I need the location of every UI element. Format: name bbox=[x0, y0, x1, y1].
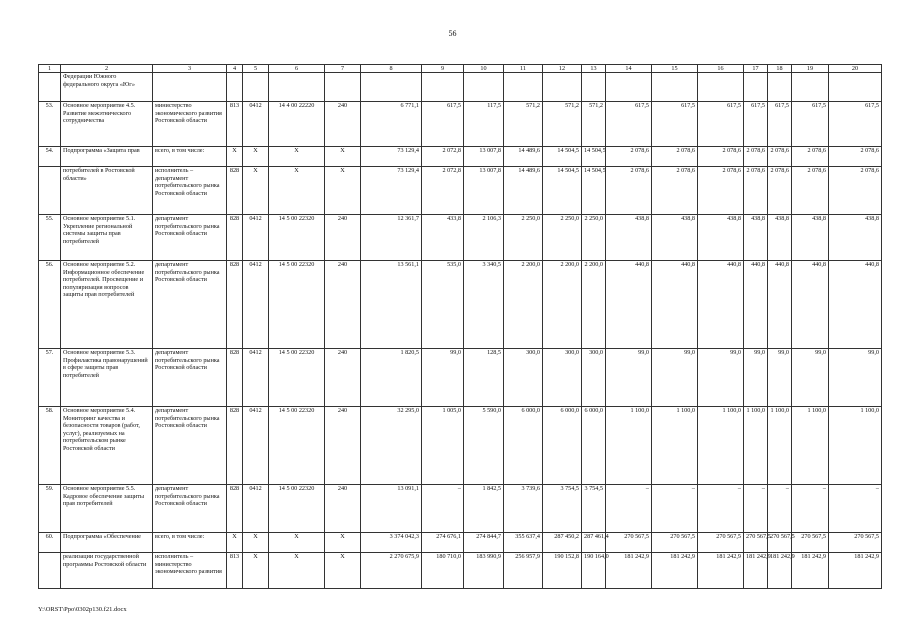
amount-cell: 6 771,1 bbox=[361, 102, 422, 147]
amount-cell: 2 078,6 bbox=[606, 167, 652, 215]
target-article-cell: X bbox=[269, 533, 325, 553]
section-code-cell: 0412 bbox=[243, 215, 269, 261]
amount-cell: 14 504,5 bbox=[582, 147, 606, 167]
column-header-5: 5 bbox=[243, 65, 269, 73]
section-code-cell: 0412 bbox=[243, 485, 269, 533]
amount-cell: 440,8 bbox=[829, 261, 882, 349]
amount-cell: 14 489,6 bbox=[504, 167, 543, 215]
amount-cell: 2 200,0 bbox=[582, 261, 606, 349]
amount-cell: 2 078,6 bbox=[744, 147, 768, 167]
amount-cell: 1 005,0 bbox=[422, 407, 464, 485]
amount-cell: 13 007,8 bbox=[464, 147, 504, 167]
table-row bbox=[39, 73, 882, 102]
expense-type-cell bbox=[325, 73, 361, 102]
amount-cell: 99,0 bbox=[829, 349, 882, 407]
amount-cell: 14 504,5 bbox=[582, 167, 606, 215]
amount-cell: 617,5 bbox=[792, 102, 829, 147]
amount-cell: 440,8 bbox=[652, 261, 698, 349]
amount-cell: 2 078,6 bbox=[829, 167, 882, 215]
executor-cell: департамент потребительского рынка Ростовской области bbox=[153, 215, 227, 261]
amount-cell: – bbox=[744, 485, 768, 533]
amount-cell: 571,2 bbox=[504, 102, 543, 147]
target-article-cell: 14 5 00 22320 bbox=[269, 407, 325, 485]
amount-cell: 99,0 bbox=[422, 349, 464, 407]
section-code-cell: X bbox=[243, 147, 269, 167]
amount-cell: 274 676,1 bbox=[422, 533, 464, 553]
amount-cell: 274 844,7 bbox=[464, 533, 504, 553]
executor-cell: департамент потребительского рынка Ростовской области bbox=[153, 349, 227, 407]
amount-cell: – bbox=[829, 485, 882, 533]
executor-cell: исполнитель – департамент потребительского рынка Ростовской области bbox=[153, 167, 227, 215]
table-row bbox=[39, 533, 882, 553]
row-number-cell: 55. bbox=[39, 215, 61, 261]
amount-cell: 287 450,2 bbox=[543, 533, 582, 553]
expense-type-cell: X bbox=[325, 147, 361, 167]
amount-cell: 440,8 bbox=[606, 261, 652, 349]
amount-cell: 2 078,6 bbox=[829, 147, 882, 167]
column-header-1: 1 bbox=[39, 65, 61, 73]
amount-cell: 5 590,0 bbox=[464, 407, 504, 485]
amount-cell: 2 078,6 bbox=[792, 147, 829, 167]
measure-name-cell: Основное мероприятие 5.1. Укрепление региональной системы защиты прав потребителей bbox=[61, 215, 153, 261]
row-number-cell bbox=[39, 167, 61, 215]
amount-cell: 2 078,6 bbox=[744, 167, 768, 215]
amount-cell: 433,8 bbox=[422, 215, 464, 261]
amount-cell: 2 200,0 bbox=[504, 261, 543, 349]
amount-cell: 2 078,6 bbox=[792, 167, 829, 215]
table-row bbox=[39, 167, 882, 215]
row-number-cell: 60. bbox=[39, 533, 61, 553]
row-number-cell: 54. bbox=[39, 147, 61, 167]
column-header-7: 7 bbox=[325, 65, 361, 73]
amount-cell: 190 164,0 bbox=[582, 553, 606, 589]
amount-cell: 256 957,9 bbox=[504, 553, 543, 589]
column-header-8: 8 bbox=[361, 65, 422, 73]
amount-cell: 181 242,9 bbox=[792, 553, 829, 589]
amount-cell bbox=[606, 73, 652, 102]
amount-cell: 2 072,8 bbox=[422, 147, 464, 167]
amount-cell: – bbox=[792, 485, 829, 533]
budget-table bbox=[38, 64, 882, 589]
amount-cell: 270 567,5 bbox=[744, 533, 768, 553]
amount-cell: 2 078,6 bbox=[698, 167, 744, 215]
amount-cell: 181 242,9 bbox=[829, 553, 882, 589]
amount-cell: – bbox=[698, 485, 744, 533]
amount-cell bbox=[543, 73, 582, 102]
table-row bbox=[39, 147, 882, 167]
amount-cell: – bbox=[422, 485, 464, 533]
amount-cell: 270 567,5 bbox=[829, 533, 882, 553]
amount-cell: 270 567,5 bbox=[698, 533, 744, 553]
amount-cell: 270 567,5 bbox=[652, 533, 698, 553]
amount-cell: 180 710,0 bbox=[422, 553, 464, 589]
target-article-cell: X bbox=[269, 147, 325, 167]
amount-cell: 2 106,3 bbox=[464, 215, 504, 261]
amount-cell bbox=[464, 73, 504, 102]
amount-cell: 3 739,6 bbox=[504, 485, 543, 533]
amount-cell: 183 990,9 bbox=[464, 553, 504, 589]
executor-cell: всего, в том числе: bbox=[153, 147, 227, 167]
amount-cell bbox=[422, 73, 464, 102]
amount-cell: 3 754,5 bbox=[543, 485, 582, 533]
amount-cell bbox=[361, 73, 422, 102]
target-article-cell: 14 5 00 22320 bbox=[269, 349, 325, 407]
amount-cell: 300,0 bbox=[582, 349, 606, 407]
grbs-code-cell: 828 bbox=[227, 485, 243, 533]
target-article-cell: 14 5 00 22320 bbox=[269, 485, 325, 533]
expense-type-cell: X bbox=[325, 167, 361, 215]
row-number-cell: 56. bbox=[39, 261, 61, 349]
amount-cell: 2 250,0 bbox=[543, 215, 582, 261]
column-header-3: 3 bbox=[153, 65, 227, 73]
amount-cell: 438,8 bbox=[606, 215, 652, 261]
amount-cell: 270 567,5 bbox=[792, 533, 829, 553]
column-header-13: 13 bbox=[582, 65, 606, 73]
amount-cell: 440,8 bbox=[768, 261, 792, 349]
measure-name-cell: Основное мероприятие 4.5. Развитие межэтнического сотрудничества bbox=[61, 102, 153, 147]
row-number-cell bbox=[39, 553, 61, 589]
amount-cell: 12 361,7 bbox=[361, 215, 422, 261]
amount-cell: 617,5 bbox=[744, 102, 768, 147]
amount-cell bbox=[652, 73, 698, 102]
measure-name-cell: Федерации Южного федерального округа «Юг» bbox=[61, 73, 153, 102]
amount-cell: 13 091,1 bbox=[361, 485, 422, 533]
amount-cell: 270 567,5 bbox=[768, 533, 792, 553]
section-code-cell: 0412 bbox=[243, 102, 269, 147]
amount-cell: 440,8 bbox=[744, 261, 768, 349]
amount-cell: 128,5 bbox=[464, 349, 504, 407]
amount-cell: – bbox=[768, 485, 792, 533]
column-header-4: 4 bbox=[227, 65, 243, 73]
amount-cell: 1 842,5 bbox=[464, 485, 504, 533]
table-header-row bbox=[39, 65, 882, 73]
expense-type-cell: 240 bbox=[325, 349, 361, 407]
section-code-cell: X bbox=[243, 533, 269, 553]
amount-cell: 6 000,0 bbox=[543, 407, 582, 485]
target-article-cell: X bbox=[269, 553, 325, 589]
expense-type-cell: X bbox=[325, 533, 361, 553]
amount-cell: 438,8 bbox=[829, 215, 882, 261]
amount-cell: 1 100,0 bbox=[768, 407, 792, 485]
file-path-footer: Y:\ORST\Ppo\0302p130.f21.docx bbox=[38, 606, 127, 613]
column-header-9: 9 bbox=[422, 65, 464, 73]
grbs-code-cell: 828 bbox=[227, 167, 243, 215]
expense-type-cell: 240 bbox=[325, 261, 361, 349]
grbs-code-cell: X bbox=[227, 533, 243, 553]
table-row bbox=[39, 407, 882, 485]
executor-cell: департамент потребительского рынка Ростовской области bbox=[153, 407, 227, 485]
executor-cell: департамент потребительского рынка Ростовской области bbox=[153, 261, 227, 349]
amount-cell: 438,8 bbox=[698, 215, 744, 261]
amount-cell: 181 242,9 bbox=[744, 553, 768, 589]
amount-cell: 2 078,6 bbox=[698, 147, 744, 167]
grbs-code-cell: 828 bbox=[227, 407, 243, 485]
target-article-cell: X bbox=[269, 167, 325, 215]
executor-cell: исполнитель – министерство экономического развития bbox=[153, 553, 227, 589]
row-number-cell: 59. bbox=[39, 485, 61, 533]
expense-type-cell: 240 bbox=[325, 215, 361, 261]
amount-cell: 1 820,5 bbox=[361, 349, 422, 407]
amount-cell: 181 242,9 bbox=[652, 553, 698, 589]
amount-cell: 99,0 bbox=[652, 349, 698, 407]
amount-cell: – bbox=[606, 485, 652, 533]
column-header-16: 16 bbox=[698, 65, 744, 73]
amount-cell: 2 270 675,9 bbox=[361, 553, 422, 589]
amount-cell: 2 078,6 bbox=[768, 147, 792, 167]
grbs-code-cell: X bbox=[227, 147, 243, 167]
amount-cell: 270 567,5 bbox=[606, 533, 652, 553]
row-number-cell: 53. bbox=[39, 102, 61, 147]
expense-type-cell: 240 bbox=[325, 102, 361, 147]
target-article-cell: 14 5 00 22320 bbox=[269, 261, 325, 349]
amount-cell: 617,5 bbox=[829, 102, 882, 147]
amount-cell: 181 242,9 bbox=[698, 553, 744, 589]
column-header-11: 11 bbox=[504, 65, 543, 73]
amount-cell: 99,0 bbox=[744, 349, 768, 407]
section-code-cell: X bbox=[243, 167, 269, 215]
amount-cell: 3 374 042,3 bbox=[361, 533, 422, 553]
amount-cell bbox=[829, 73, 882, 102]
section-code-cell: X bbox=[243, 553, 269, 589]
amount-cell: 1 100,0 bbox=[744, 407, 768, 485]
table-row bbox=[39, 215, 882, 261]
measure-name-cell: реализации государственной программы Ростовской области bbox=[61, 553, 153, 589]
amount-cell: – bbox=[652, 485, 698, 533]
amount-cell: 13 561,1 bbox=[361, 261, 422, 349]
amount-cell: 6 000,0 bbox=[504, 407, 543, 485]
amount-cell: 3 754,5 bbox=[582, 485, 606, 533]
amount-cell: 73 129,4 bbox=[361, 147, 422, 167]
amount-cell: 181 242,9 bbox=[768, 553, 792, 589]
amount-cell bbox=[582, 73, 606, 102]
section-code-cell: 0412 bbox=[243, 349, 269, 407]
target-article-cell: 14 5 00 22320 bbox=[269, 215, 325, 261]
column-header-12: 12 bbox=[543, 65, 582, 73]
amount-cell: 190 152,8 bbox=[543, 553, 582, 589]
amount-cell: 440,8 bbox=[698, 261, 744, 349]
column-header-6: 6 bbox=[269, 65, 325, 73]
amount-cell: 14 504,5 bbox=[543, 167, 582, 215]
column-header-10: 10 bbox=[464, 65, 504, 73]
section-code-cell bbox=[243, 73, 269, 102]
amount-cell: 1 100,0 bbox=[829, 407, 882, 485]
section-code-cell: 0412 bbox=[243, 261, 269, 349]
amount-cell: 73 129,4 bbox=[361, 167, 422, 215]
executor-cell: министерство экономического развития Ростовской области bbox=[153, 102, 227, 147]
amount-cell bbox=[744, 73, 768, 102]
section-code-cell: 0412 bbox=[243, 407, 269, 485]
amount-cell: 300,0 bbox=[543, 349, 582, 407]
amount-cell: 1 100,0 bbox=[792, 407, 829, 485]
amount-cell bbox=[698, 73, 744, 102]
amount-cell: 617,5 bbox=[698, 102, 744, 147]
amount-cell: 355 637,4 bbox=[504, 533, 543, 553]
amount-cell: 2 200,0 bbox=[543, 261, 582, 349]
grbs-code-cell: 813 bbox=[227, 553, 243, 589]
expense-type-cell: X bbox=[325, 553, 361, 589]
amount-cell: 617,5 bbox=[768, 102, 792, 147]
row-number-cell bbox=[39, 73, 61, 102]
amount-cell: 1 100,0 bbox=[606, 407, 652, 485]
target-article-cell: 14 4 00 22220 bbox=[269, 102, 325, 147]
amount-cell: 3 340,5 bbox=[464, 261, 504, 349]
grbs-code-cell: 828 bbox=[227, 215, 243, 261]
measure-name-cell: Основное мероприятие 5.5. Кадровое обеспечение защиты прав потребителей bbox=[61, 485, 153, 533]
amount-cell: 2 078,6 bbox=[606, 147, 652, 167]
measure-name-cell: Основное мероприятие 5.4. Мониторинг качества и безопасности товаров (работ, услуг), реализуемых на потребительском рынке Ростовской области bbox=[61, 407, 153, 485]
column-header-15: 15 bbox=[652, 65, 698, 73]
executor-cell: всего, в том числе: bbox=[153, 533, 227, 553]
amount-cell bbox=[768, 73, 792, 102]
amount-cell: 438,8 bbox=[792, 215, 829, 261]
table-row bbox=[39, 553, 882, 589]
amount-cell: 32 295,0 bbox=[361, 407, 422, 485]
amount-cell: 117,5 bbox=[464, 102, 504, 147]
amount-cell: 2 250,0 bbox=[582, 215, 606, 261]
amount-cell: 99,0 bbox=[792, 349, 829, 407]
amount-cell: 2 078,6 bbox=[768, 167, 792, 215]
measure-name-cell: Подпрограмма «Обеспечение bbox=[61, 533, 153, 553]
amount-cell: 438,8 bbox=[652, 215, 698, 261]
amount-cell bbox=[504, 73, 543, 102]
target-article-cell bbox=[269, 73, 325, 102]
executor-cell: департамент потребительского рынка Ростовской области bbox=[153, 485, 227, 533]
table-row bbox=[39, 485, 882, 533]
amount-cell: 300,0 bbox=[504, 349, 543, 407]
amount-cell: 1 100,0 bbox=[652, 407, 698, 485]
table-row bbox=[39, 349, 882, 407]
amount-cell: 14 489,6 bbox=[504, 147, 543, 167]
amount-cell: 6 000,0 bbox=[582, 407, 606, 485]
measure-name-cell: Основное мероприятие 5.3. Профилактика правонарушений в сфере защиты прав потребителей bbox=[61, 349, 153, 407]
measure-name-cell: Основное мероприятие 5.2. Информационное обеспечение потребителей. Просвещение и популяризация вопросов защиты прав потребителей bbox=[61, 261, 153, 349]
amount-cell: 13 007,8 bbox=[464, 167, 504, 215]
measure-name-cell: Подпрограмма «Защита прав bbox=[61, 147, 153, 167]
grbs-code-cell: 828 bbox=[227, 261, 243, 349]
measure-name-cell: потребителей в Ростовской области» bbox=[61, 167, 153, 215]
amount-cell: 2 250,0 bbox=[504, 215, 543, 261]
amount-cell: 181 242,9 bbox=[606, 553, 652, 589]
amount-cell: 99,0 bbox=[606, 349, 652, 407]
amount-cell: 2 078,6 bbox=[652, 167, 698, 215]
amount-cell: 535,0 bbox=[422, 261, 464, 349]
row-number-cell: 58. bbox=[39, 407, 61, 485]
amount-cell: 571,2 bbox=[582, 102, 606, 147]
grbs-code-cell: 813 bbox=[227, 102, 243, 147]
amount-cell: 571,2 bbox=[543, 102, 582, 147]
amount-cell: 2 078,6 bbox=[652, 147, 698, 167]
executor-cell bbox=[153, 73, 227, 102]
amount-cell: 617,5 bbox=[606, 102, 652, 147]
amount-cell: 617,5 bbox=[652, 102, 698, 147]
amount-cell: 287 461,4 bbox=[582, 533, 606, 553]
table-row bbox=[39, 261, 882, 349]
amount-cell: 438,8 bbox=[744, 215, 768, 261]
column-header-18: 18 bbox=[768, 65, 792, 73]
page-number: 56 bbox=[448, 29, 457, 38]
expense-type-cell: 240 bbox=[325, 407, 361, 485]
grbs-code-cell bbox=[227, 73, 243, 102]
column-header-17: 17 bbox=[744, 65, 768, 73]
amount-cell: 438,8 bbox=[768, 215, 792, 261]
amount-cell: 440,8 bbox=[792, 261, 829, 349]
grbs-code-cell: 828 bbox=[227, 349, 243, 407]
amount-cell: 99,0 bbox=[768, 349, 792, 407]
amount-cell: 2 072,8 bbox=[422, 167, 464, 215]
expense-type-cell: 240 bbox=[325, 485, 361, 533]
amount-cell: 617,5 bbox=[422, 102, 464, 147]
column-header-20: 20 bbox=[829, 65, 882, 73]
amount-cell: 1 100,0 bbox=[698, 407, 744, 485]
column-header-14: 14 bbox=[606, 65, 652, 73]
column-header-2: 2 bbox=[61, 65, 153, 73]
amount-cell: 99,0 bbox=[698, 349, 744, 407]
amount-cell bbox=[792, 73, 829, 102]
row-number-cell: 57. bbox=[39, 349, 61, 407]
amount-cell: 14 504,5 bbox=[543, 147, 582, 167]
column-header-19: 19 bbox=[792, 65, 829, 73]
table-row bbox=[39, 102, 882, 147]
